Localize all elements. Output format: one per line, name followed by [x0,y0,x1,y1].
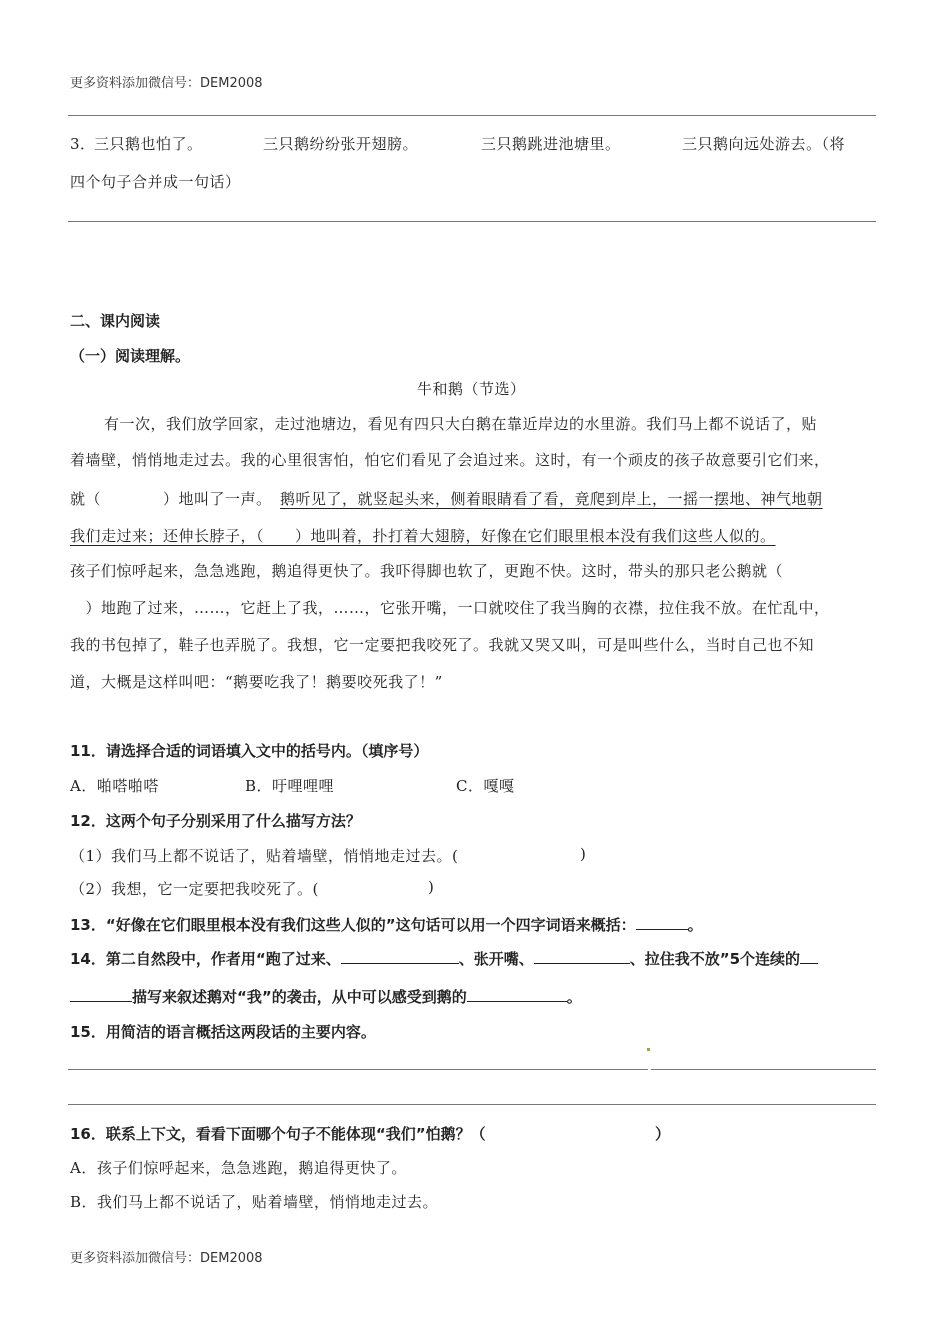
passage-line: 道，大概是这样叫吧：“鹅要吃我了！鹅要咬死我了！” [70,673,443,691]
q12-item-1-close: ) [580,845,587,863]
q14-text: 。 [566,988,582,1006]
page-footer: 更多资料添加微信号：DEM2008 [70,1251,263,1266]
section-subtitle: （一）阅读理解。 [70,347,191,365]
header-divider [68,115,876,116]
q14-text: 描写来叙述鹅对“我”的袭击，从中可以感受到鹅的 [132,988,467,1006]
q12-item-1: （1）我们马上都不说话了，贴着墙壁，悄悄地走过去。( [70,847,459,865]
q12-stem: 12．这两个句子分别采用了什么描写方法？ [70,812,361,830]
passage-line: 孩子们惊呼起来，急急逃跑，鹅追得更快了。我吓得脚也软了，更跑不快。这时，带头的那只老公鹅就（ [70,562,784,580]
q3-instruction: 四个句子合并成一句话） [70,173,241,191]
q13-line [70,914,703,935]
q14-blank-3a[interactable] [800,949,818,964]
q16-option-b[interactable]: B．我们马上都不说话了，贴着墙壁，悄悄地走过去。 [70,1193,439,1211]
q12-item-2-close: ) [428,878,435,896]
q15-answer-line[interactable] [68,1104,876,1105]
q13-stem: 13．“好像在它们眼里根本没有我们这些人似的”这句话可以用一个四字词语来概括： [70,916,636,934]
passage-underlined-sentence: 鹅听见了，就竖起头来，侧着眼睛看了看，竟爬到岸上，一摇一摆地、神气地朝 [280,490,823,508]
passage-line: 有一次，我们放学回家，走过池塘边，看见有四只大白鹅在靠近岸边的水里游。我们马上都不说话了，贴 [104,415,818,433]
q14-blank-4[interactable] [467,987,567,1002]
q15-stem: 15．用简洁的语言概括这两段话的主要内容。 [70,1023,376,1041]
passage-line: 就（ ）地叫了一声。 [70,490,272,508]
q13-end: 。 [687,916,703,934]
q3-answer-line[interactable] [68,221,876,222]
passage-line: 着墙壁，悄悄地走过去。我的心里很害怕，怕它们看见了会追过来。这时，有一个顽皮的孩子故意要引它们来， [70,451,830,469]
page-header: 更多资料添加微信号：DEM2008 [70,76,263,91]
q16-option-a[interactable]: A．孩子们惊呼起来，急急逃跑，鹅追得更快了。 [70,1159,407,1177]
q3-sentence-4: 三只鹅向远处游去。（将 [682,135,846,153]
q14-text: 14．第二自然段中，作者用“跑了过来、 [70,950,341,968]
q13-answer-blank[interactable] [636,915,688,930]
q11-stem: 11．请选择合适的词语填入文中的括号内。（填序号） [70,742,429,760]
q11-option-b[interactable]: B．吁哩哩哩 [245,777,335,795]
q3-sentence-2: 三只鹅纷纷张开翅膀。 [263,135,419,153]
q3-sentence-1: 三只鹅也怕了。 [94,135,203,153]
q15-answer-line[interactable] [68,1069,648,1070]
q11-option-c[interactable]: C．嘎嘎 [456,777,515,795]
q3-number: 3． [70,135,96,153]
q12-item-2: （2）我想，它一定要把我咬死了。( [70,880,319,898]
q14-line-2 [70,986,582,1007]
passage-line: 我的书包掉了，鞋子也弄脱了。我想，它一定要把我咬死了。我就又哭又叫，可是叫些什么，当时自己也不知 [70,636,815,654]
q14-text: 、拉住我不放”5个连续的 [629,950,801,968]
q11-option-a[interactable]: A．啪嗒啪嗒 [70,777,159,795]
section-title: 二、课内阅读 [70,312,161,330]
q15-answer-line[interactable] [651,1069,876,1070]
passage-title: 牛和鹅（节选） [417,380,526,398]
q14-blank-1[interactable] [341,949,459,964]
speck-mark [647,1048,650,1051]
q14-text: 、张开嘴、 [458,950,534,968]
q14-blank-3b[interactable] [70,987,132,1002]
passage-line: ）地跑了过来，……，它赶上了我，……，它张开嘴，一口就咬住了我当胸的衣襟，拉住我不放。在忙乱中， [70,599,830,617]
q16-stem: 16．联系上下文，看看下面哪个句子不能体现“我们”怕鹅？（ [70,1125,486,1143]
passage-underlined-sentence: 我们走过来；还伸长脖子，（ ）地叫着，扑打着大翅膀，好像在它们眼里根本没有我们这些人似的。 [70,527,776,545]
q14-line-1 [70,948,818,969]
q16-stem-close: ） [655,1125,671,1143]
q14-blank-2[interactable] [534,949,630,964]
q3-sentence-3: 三只鹅跳进池塘里。 [481,135,621,153]
